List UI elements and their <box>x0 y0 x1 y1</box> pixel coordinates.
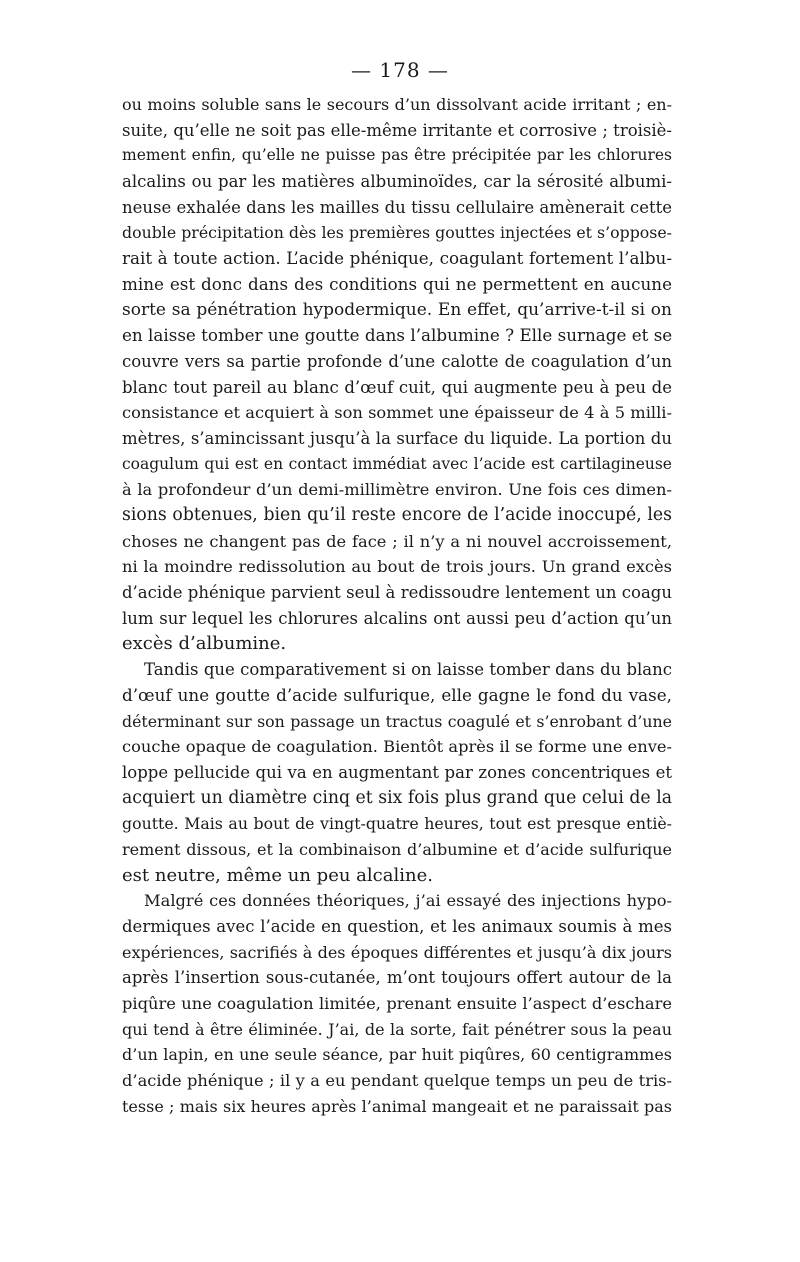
text-line: Tandis que comparativement si on laisse tomber dans du blanc <box>144 660 672 680</box>
text-line: est neutre, même un peu alcaline. <box>122 864 433 886</box>
text-line: qui tend à être éliminée. J’ai, de la sorte, fait pénétrer sous la peau <box>122 1019 672 1039</box>
text-line: alcalins ou par les matières albuminoïdes, car la sérosité albumi- <box>122 172 672 192</box>
text-line: dermiques avec l’acide en question, et les animaux soumis à mes <box>122 917 672 936</box>
text-line: double précipitation dès les premières gouttes injectées et s’oppose- <box>122 223 672 243</box>
text-line: coagulum qui est en contact immédiat avec l’acide est cartilagineuse <box>122 454 672 473</box>
text-line: consistance et acquiert à son sommet une épaisseur de 4 à 5 milli- <box>122 403 672 423</box>
text-line: rait à toute action. L’acide phénique, coagulant fortement l’albu- <box>122 248 672 269</box>
text-line: sions obtenues, bien qu’il reste encore de l’acide inoccupé, les <box>122 505 672 525</box>
text-line: déterminant sur son passage un tractus coagulé et s’enrobant d’une <box>122 711 672 731</box>
text-line: excès d’albumine. <box>122 633 287 655</box>
text-line: sorte sa pénétration hypodermique. En effet, qu’arrive-t-il si on <box>122 299 672 320</box>
text-line: Malgré ces données théoriques, j’ai essayé des injections hypo- <box>144 891 672 911</box>
text-line: piqûre une coagulation limitée, prenant ensuite l’aspect d’eschare <box>122 994 672 1014</box>
text-line: en laisse tomber une goutte dans l’albumine ? Elle surnage et se <box>122 325 673 346</box>
text-line: choses ne changent pas de face ; il n’y a ni nouvel accroissement, <box>122 531 672 551</box>
text-line: à la profondeur d’un demi-millimètre environ. Une fois ces dimen- <box>122 480 672 500</box>
text-line: d’acide phénique ; il y a eu pendant quelque temps un peu de tris- <box>122 1071 672 1091</box>
text-line: expériences, sacrifiés à des époques différentes et jusqu’à dix jours <box>122 942 672 962</box>
page-number-header: — 178 — <box>351 58 449 82</box>
text-line: d’acide phénique parvient seul à redissoudre lentement un coagu <box>122 583 672 603</box>
text-line: d’œuf une goutte d’acide sulfurique, elle gagne le fond du vase, <box>122 684 672 705</box>
text-line: couvre vers sa partie profonde d’une calotte de coagulation d’un <box>122 351 672 371</box>
text-line: blanc tout pareil au blanc d’œuf cuit, qui augmente peu à peu de <box>122 377 672 397</box>
text-line: ni la moindre redissolution au bout de trois jours. Un grand excès <box>122 557 672 577</box>
text-line: mètres, s’amincissant jusqu’à la surface du liquide. La portion du <box>122 428 672 448</box>
text-line: d’un lapin, en une seule séance, par huit piqûres, 60 centigrammes <box>122 1045 672 1065</box>
text-line: tesse ; mais six heures après l’animal mangeait et ne paraissait pas <box>122 1096 672 1116</box>
text-line: lum sur lequel les chlorures alcalins ont aussi peu d’action qu’un <box>122 608 672 628</box>
text-line: neuse exhalée dans les mailles du tissu cellulaire amènerait cette <box>122 197 672 217</box>
text-line: après l’insertion sous-cutanée, m’ont toujours offert autour de la <box>122 968 672 988</box>
text-line: acquiert un diamètre cinq et six fois plus grand que celui de la <box>122 787 672 808</box>
text-line: mine est donc dans des conditions qui ne permettent en aucune <box>122 273 672 294</box>
body-text <box>122 92 672 1120</box>
text-line: couche opaque de coagulation. Bientôt après il se forme une enve- <box>122 737 672 757</box>
text-line: mement enfin, qu’elle ne puisse pas être précipitée par les chlorures <box>122 146 672 165</box>
text-line: goutte. Mais au bout de vingt-quatre heures, tout est presque entiè- <box>122 814 672 834</box>
text-line: rement dissous, et la combinaison d’albumine et d’acide sulfurique <box>122 839 672 859</box>
text-line: suite, qu’elle ne soit pas elle-même irritante et corrosive ; troisiè- <box>122 120 672 140</box>
text-line: ou moins soluble sans le secours d’un dissolvant acide irritant ; en- <box>122 95 672 114</box>
text-line: loppe pellucide qui va en augmentant par zones concentriques et <box>122 762 672 782</box>
